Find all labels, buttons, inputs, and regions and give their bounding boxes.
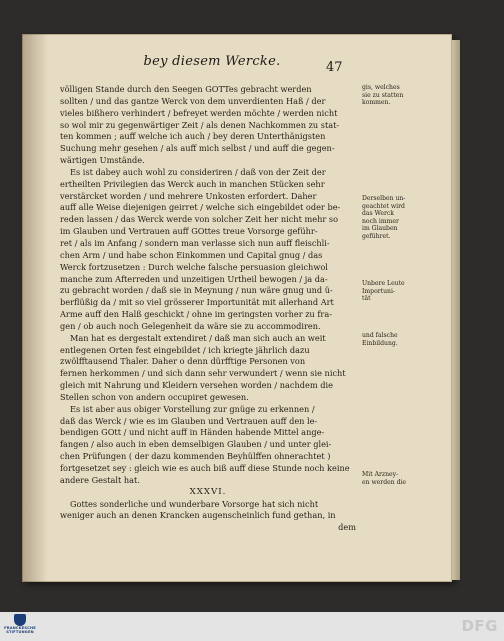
- section-heading: XXXVI.: [189, 486, 227, 497]
- margin-note-line: en werden die: [362, 478, 407, 486]
- margin-note-line: Unbere Leute: [362, 280, 405, 287]
- franckesche-stiftungen-logo[interactable]: [4, 614, 36, 639]
- text-line: ret / als im Anfang / sondern man verlasse sich nun auff fleischli-: [60, 237, 330, 248]
- text-line: Man hat es dergestalt extendiret / daß man sich auch an weit: [70, 332, 326, 343]
- text-line: fortgesetzet sey : gleich wie es auch biß auff diese Stunde noch keine: [60, 463, 350, 473]
- text-line: chen Prüfungen ( der dazu kommenden Beyhülffen ohnerachtet ): [60, 451, 331, 462]
- text-line: völligen Stande durch den Seegen GOTTes gebracht werden: [60, 84, 312, 94]
- tail-paragraph: [60, 499, 356, 523]
- text-line: Stellen schon von andern occupiret gewesen.: [60, 391, 249, 402]
- viewer-footer: [0, 612, 504, 641]
- text-line: Werck fortzusetzen : Durch welche falsche persuasion gleichwol: [60, 261, 328, 272]
- dfg-logo[interactable]: DFG: [461, 617, 498, 635]
- page-edge: [452, 40, 460, 580]
- margin-note-line: Mit Arzney-: [362, 471, 399, 478]
- text-line: entlegenen Orten fest eingebildet / ich kriegte jährlich dazu: [60, 344, 310, 355]
- margin-note-line: Einbildung.: [362, 339, 398, 347]
- text-line: gen / ob auch noch Gelegenheit da wäre sie zu accommodiren.: [60, 320, 321, 331]
- margin-note-line: und falsche: [362, 332, 398, 339]
- text-line: im Glauben und Vertrauen auff GOttes treue Vorsorge geführ-: [60, 226, 318, 237]
- text-line: so wol mir zu gegenwärtiger Zeit / als denen Nachkommen zu stat-: [60, 119, 340, 130]
- text-line: fernen herkommen / und sich dann sehr verwundert / wenn sie nicht: [60, 368, 346, 379]
- text-line: gleich mit Nahrung und Kleidern versehen worden / nachdem die: [60, 380, 333, 391]
- margin-note-line: geachtet wird: [362, 202, 405, 210]
- text-line: vieles bißhero verhindert / befreyet werden möchte / werden nicht: [60, 107, 338, 118]
- margin-note-line: Importuni-: [362, 287, 395, 295]
- logo-text-line-1: FRANCKESCHE: [4, 626, 36, 630]
- text-line: reden lassen / das Werck werde von solcher Zeit her nicht mehr so: [60, 214, 338, 225]
- text-line: Suchung mehr gesehen / als auff mich selbst / und auff die gegen-: [60, 143, 335, 154]
- text-line: daß das Werck / wie es im Glauben und Vertrauen auff den le-: [60, 415, 318, 426]
- text-line: andere Gestalt hat.: [60, 474, 140, 485]
- margin-note-line: noch immer: [362, 217, 399, 225]
- text-line: ten kommen ; auff welche ich auch / bey deren Unterthänigsten: [60, 131, 326, 142]
- text-line: chen Arm / und habe schon Einkommen und Capital gnug / das: [60, 249, 323, 260]
- margin-note-line: kommen.: [362, 99, 391, 107]
- text-line: bendigen GOtt / und nicht auff in Händen habende Mittel ange-: [60, 427, 325, 438]
- text-line: Gottes sonderliche und wunderbare Vorsorge hat sich nicht: [70, 498, 319, 509]
- margin-note-line: geführet.: [362, 233, 391, 240]
- margin-note-line: das Werck: [362, 210, 394, 218]
- text-line: weniger auch an denen Krancken augenscheinlich fund gethan, in: [60, 510, 336, 521]
- text-line: Es ist dabey auch wohl zu consideriren / daß von der Zeit der: [70, 166, 326, 177]
- margin-note-line: Derselben un-: [362, 195, 406, 202]
- spine-shadow: [22, 34, 48, 582]
- crest-icon: [14, 614, 26, 626]
- text-line: Arme auff den Halß geschickt / ohne im geringsten vorher zu fra-: [60, 309, 332, 320]
- body-paragraphs: [60, 84, 356, 487]
- text-line: ertheilten Privilegien das Werck auch in manchen Stücken sehr: [60, 178, 325, 189]
- text-line: auff alle Weise diejenigen geirret / welche sich eingebildet oder be-: [60, 202, 341, 213]
- margin-note-line: sie zu statten: [362, 91, 404, 99]
- text-line: wärtigen Umstände.: [60, 155, 145, 166]
- text-line: sollten / und das gantze Werck von dem unverdienten Haß / der: [60, 95, 326, 106]
- running-title: bey diesem Wercke.: [143, 54, 281, 69]
- text-line: berflüßig da / mit so viel grösserer Importunität mit allerhand Art: [60, 297, 334, 308]
- text-line: fangen / also auch in eben demselbigen Glauben / und unter glei-: [60, 439, 332, 450]
- text-line: zu gebracht worden / daß sie in Meynung / nun wäre gnug und ü-: [60, 285, 333, 296]
- main-text-block: [60, 84, 356, 534]
- text-line: Es ist aber aus obiger Vorstellung zur gnüge zu erkennen /: [70, 403, 315, 414]
- text-line: zwölfftausend Thaler. Daher o denn dürfftige Personen von: [60, 356, 306, 367]
- margin-note-line: gis, welches: [362, 84, 400, 91]
- text-line: manche zum Afterreden und unzeitigen Urtheil bewogen / ja da-: [60, 273, 328, 284]
- catchword: dem: [338, 522, 356, 533]
- margin-note-line: im Glauben: [362, 225, 398, 233]
- logo-text-line-2: STIFTUNGEN: [6, 630, 34, 635]
- margin-note-line: tät: [362, 295, 371, 303]
- page-number: 47: [326, 60, 343, 75]
- text-line: verstärcket worden / und mehrere Unkosten erfordert. Daher: [60, 190, 317, 201]
